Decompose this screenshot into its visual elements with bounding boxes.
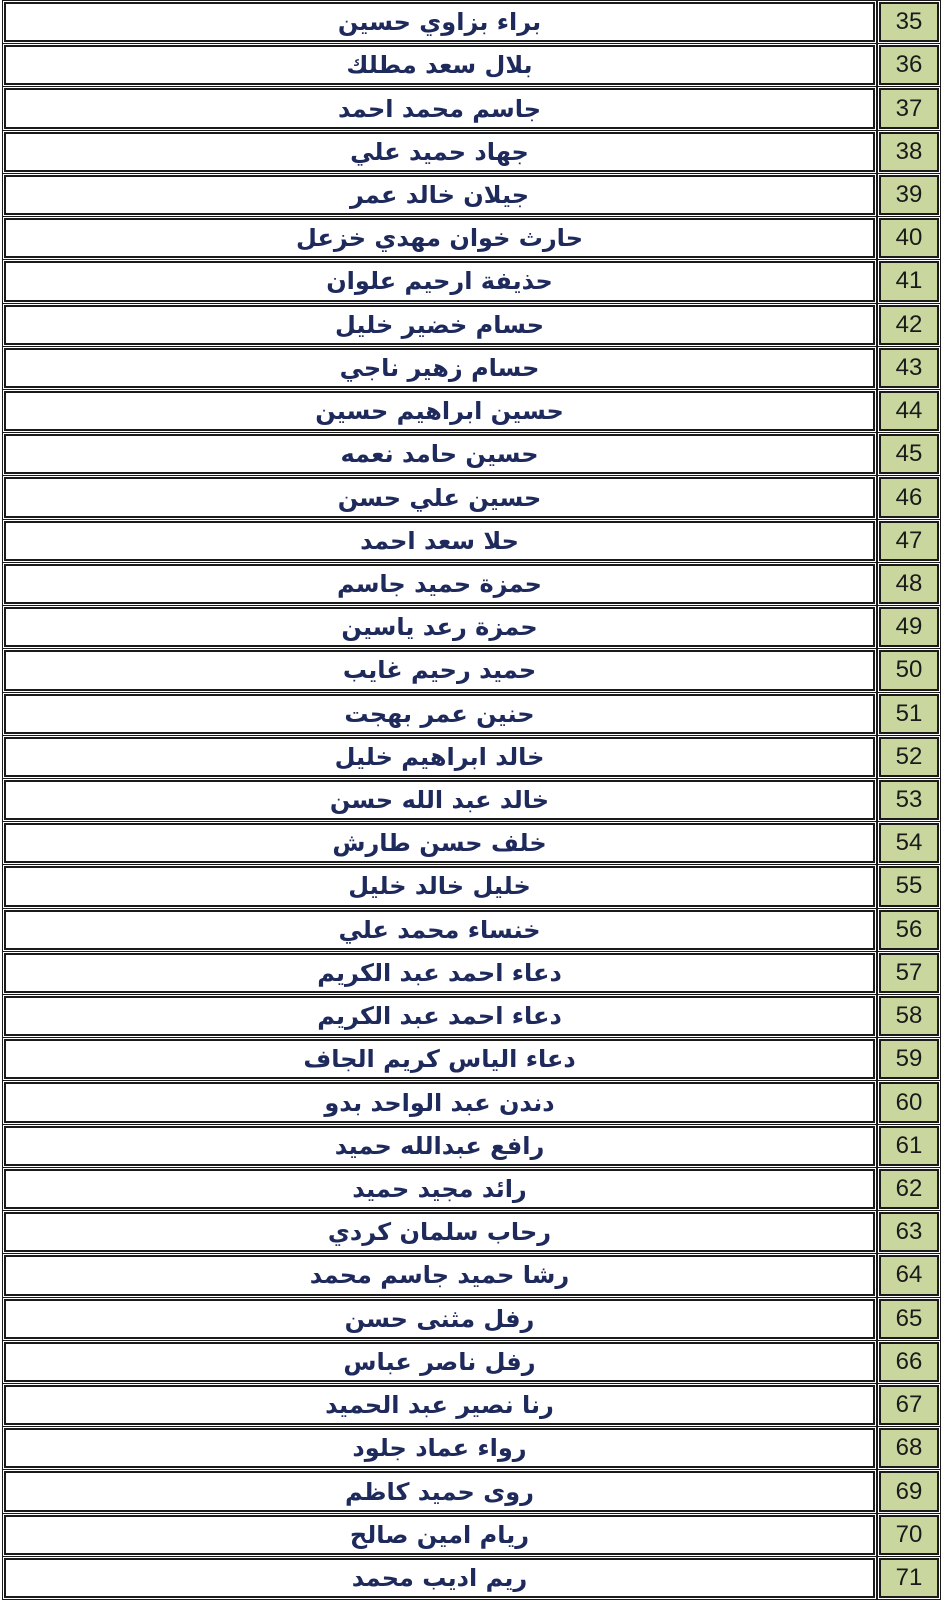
table-row xyxy=(2,261,941,301)
row-number: 66 xyxy=(895,1347,923,1375)
number-cell xyxy=(879,1515,939,1555)
student-name: بلال سعد مطلك xyxy=(346,51,533,80)
student-name: جيلان خالد عمر xyxy=(349,180,530,209)
row-number: 41 xyxy=(895,267,923,295)
name-cell xyxy=(4,391,875,431)
student-name: حنين عمر بهجت xyxy=(344,699,535,728)
table-row xyxy=(2,348,941,388)
number-cell xyxy=(879,953,939,993)
row-number: 56 xyxy=(895,915,923,943)
name-cell xyxy=(4,305,875,345)
name-cell xyxy=(4,737,875,777)
student-name: رشا حميد جاسم محمد xyxy=(309,1261,570,1290)
table-row xyxy=(2,1082,941,1122)
row-number: 47 xyxy=(895,526,923,554)
number-cell xyxy=(879,521,939,561)
student-name: دعاء الياس كريم الجاف xyxy=(303,1045,576,1074)
name-cell xyxy=(4,996,875,1036)
name-cell xyxy=(4,694,875,734)
number-cell xyxy=(879,261,939,301)
number-cell xyxy=(879,1385,939,1425)
number-cell xyxy=(879,391,939,431)
name-cell xyxy=(4,650,875,690)
student-name: روى حميد كاظم xyxy=(345,1477,534,1506)
student-name: خليل خالد خليل xyxy=(348,872,531,901)
number-cell xyxy=(879,175,939,215)
student-name: رائد مجيد حميد xyxy=(352,1175,527,1204)
row-number: 49 xyxy=(895,613,923,641)
row-number: 48 xyxy=(895,569,923,597)
name-cell xyxy=(4,1212,875,1252)
row-number: 39 xyxy=(895,180,923,208)
row-number: 35 xyxy=(895,8,923,36)
row-number: 38 xyxy=(895,137,923,165)
table-row xyxy=(2,1212,941,1252)
table-row xyxy=(2,1126,941,1166)
student-name: ريم اديب محمد xyxy=(351,1563,528,1592)
number-cell xyxy=(879,694,939,734)
row-number: 65 xyxy=(895,1304,923,1332)
student-name: خالد ابراهيم خليل xyxy=(334,742,545,771)
number-cell xyxy=(879,218,939,258)
row-number: 69 xyxy=(895,1477,923,1505)
table-row xyxy=(2,780,941,820)
table-row xyxy=(2,866,941,906)
row-number: 46 xyxy=(895,483,923,511)
table-row xyxy=(2,88,941,128)
student-name: حمزة حميد جاسم xyxy=(337,569,542,598)
number-cell xyxy=(879,1169,939,1209)
table-row xyxy=(2,218,941,258)
table-row xyxy=(2,1428,941,1468)
row-number: 51 xyxy=(895,699,923,727)
table-row xyxy=(2,175,941,215)
row-number: 42 xyxy=(895,310,923,338)
number-cell xyxy=(879,1255,939,1295)
table-row xyxy=(2,1039,941,1079)
student-name: جهاد حميد علي xyxy=(350,137,529,166)
number-cell xyxy=(879,996,939,1036)
student-name: رفل مثنى حسن xyxy=(344,1304,535,1333)
table-row xyxy=(2,1299,941,1339)
row-number: 67 xyxy=(895,1391,923,1419)
name-cell xyxy=(4,1082,875,1122)
name-cell xyxy=(4,1385,875,1425)
row-number: 58 xyxy=(895,1002,923,1030)
name-cell xyxy=(4,88,875,128)
number-cell xyxy=(879,1471,939,1511)
student-name: جاسم محمد احمد xyxy=(337,94,542,123)
student-name: رافع عبدالله حميد xyxy=(334,1131,545,1160)
table-row xyxy=(2,650,941,690)
name-cell xyxy=(4,2,875,42)
row-number: 68 xyxy=(895,1434,923,1462)
row-number: 70 xyxy=(895,1520,923,1548)
student-name: حذيفة ارحيم علوان xyxy=(326,267,553,296)
number-cell xyxy=(879,780,939,820)
name-cell xyxy=(4,1255,875,1295)
table-row xyxy=(2,1515,941,1555)
number-cell xyxy=(879,434,939,474)
student-name: حسام خضير خليل xyxy=(334,310,544,339)
table-row xyxy=(2,564,941,604)
number-cell xyxy=(879,823,939,863)
student-name: خالد عبد الله حسن xyxy=(329,786,550,815)
number-cell xyxy=(879,737,939,777)
table-row xyxy=(2,694,941,734)
name-cell xyxy=(4,521,875,561)
table-row xyxy=(2,1342,941,1382)
row-number: 55 xyxy=(895,872,923,900)
number-cell xyxy=(879,866,939,906)
name-cell xyxy=(4,780,875,820)
student-name: حمزة رعد ياسين xyxy=(341,613,538,642)
student-name: حسين علي حسن xyxy=(337,483,542,512)
number-cell xyxy=(879,564,939,604)
table-row xyxy=(2,953,941,993)
row-number: 36 xyxy=(895,51,923,79)
student-name: حسين ابراهيم حسين xyxy=(315,397,564,426)
number-cell xyxy=(879,1126,939,1166)
name-cell xyxy=(4,953,875,993)
name-cell xyxy=(4,434,875,474)
name-cell xyxy=(4,607,875,647)
student-name: رفل ناصر عباس xyxy=(343,1347,536,1376)
name-cell xyxy=(4,477,875,517)
table-row xyxy=(2,1471,941,1511)
student-name: دعاء احمد عبد الكريم xyxy=(317,958,562,987)
table-row xyxy=(2,132,941,172)
name-cell xyxy=(4,1471,875,1511)
name-cell xyxy=(4,910,875,950)
student-name: حلا سعد احمد xyxy=(360,526,519,555)
student-name: رواء عماد جلود xyxy=(352,1434,527,1463)
name-cell xyxy=(4,1342,875,1382)
table-row xyxy=(2,737,941,777)
table-row xyxy=(2,823,941,863)
name-cell xyxy=(4,564,875,604)
row-number: 40 xyxy=(895,224,923,252)
name-cell xyxy=(4,261,875,301)
number-cell xyxy=(879,1558,939,1598)
name-cell xyxy=(4,1126,875,1166)
row-number: 45 xyxy=(895,440,923,468)
row-number: 57 xyxy=(895,958,923,986)
number-cell xyxy=(879,2,939,42)
name-cell xyxy=(4,175,875,215)
name-cell xyxy=(4,45,875,85)
number-cell xyxy=(879,348,939,388)
number-cell xyxy=(879,1299,939,1339)
number-cell xyxy=(879,1342,939,1382)
table-row xyxy=(2,477,941,517)
row-number: 60 xyxy=(895,1088,923,1116)
row-number: 64 xyxy=(895,1261,923,1289)
number-cell xyxy=(879,1082,939,1122)
name-cell xyxy=(4,823,875,863)
student-name: خلف حسن طارش xyxy=(332,829,547,858)
name-cell xyxy=(4,1428,875,1468)
row-number: 44 xyxy=(895,397,923,425)
name-cell xyxy=(4,1515,875,1555)
number-cell xyxy=(879,477,939,517)
table-row xyxy=(2,305,941,345)
row-number: 63 xyxy=(895,1218,923,1246)
student-name: رحاب سلمان كردي xyxy=(327,1218,552,1247)
table-row xyxy=(2,1558,941,1598)
number-cell xyxy=(879,910,939,950)
name-cell xyxy=(4,1169,875,1209)
number-cell xyxy=(879,88,939,128)
number-cell xyxy=(879,1428,939,1468)
table-row xyxy=(2,607,941,647)
student-name: ريام امين صالح xyxy=(349,1520,530,1549)
student-name: حارث خوان مهدي خزعل xyxy=(296,224,583,253)
student-name: خنساء محمد علي xyxy=(338,915,541,944)
name-cell xyxy=(4,1039,875,1079)
student-name: دعاء احمد عبد الكريم xyxy=(317,1002,562,1031)
number-cell xyxy=(879,607,939,647)
name-cell xyxy=(4,866,875,906)
student-name: رنا نصير عبد الحميد xyxy=(325,1391,554,1420)
table-row xyxy=(2,1385,941,1425)
table-row xyxy=(2,996,941,1036)
name-cell xyxy=(4,132,875,172)
number-cell xyxy=(879,1212,939,1252)
row-number: 50 xyxy=(895,656,923,684)
name-cell xyxy=(4,348,875,388)
student-name: حسام زهير ناجي xyxy=(339,353,540,382)
number-cell xyxy=(879,132,939,172)
name-cell xyxy=(4,218,875,258)
row-number: 37 xyxy=(895,94,923,122)
student-name: حميد رحيم غايب xyxy=(342,656,537,685)
row-number: 53 xyxy=(895,786,923,814)
row-number: 59 xyxy=(895,1045,923,1073)
name-cell xyxy=(4,1299,875,1339)
name-cell xyxy=(4,1558,875,1598)
table-row xyxy=(2,2,941,42)
student-name: دندن عبد الواحد بدو xyxy=(324,1088,555,1117)
row-number: 52 xyxy=(895,742,923,770)
number-cell xyxy=(879,305,939,345)
row-number: 71 xyxy=(895,1563,923,1591)
student-name: حسين حامد نعمه xyxy=(340,440,539,469)
table-row xyxy=(2,1255,941,1295)
row-number: 62 xyxy=(895,1175,923,1203)
table-row xyxy=(2,391,941,431)
names-table xyxy=(2,2,941,1598)
table-row xyxy=(2,910,941,950)
number-cell xyxy=(879,1039,939,1079)
row-number: 54 xyxy=(895,829,923,857)
table-row xyxy=(2,434,941,474)
row-number: 43 xyxy=(895,353,923,381)
table-row xyxy=(2,45,941,85)
student-name: براء بزاوي حسين xyxy=(337,8,542,37)
number-cell xyxy=(879,45,939,85)
table-row xyxy=(2,1169,941,1209)
row-number: 61 xyxy=(895,1131,923,1159)
number-cell xyxy=(879,650,939,690)
table-row xyxy=(2,521,941,561)
